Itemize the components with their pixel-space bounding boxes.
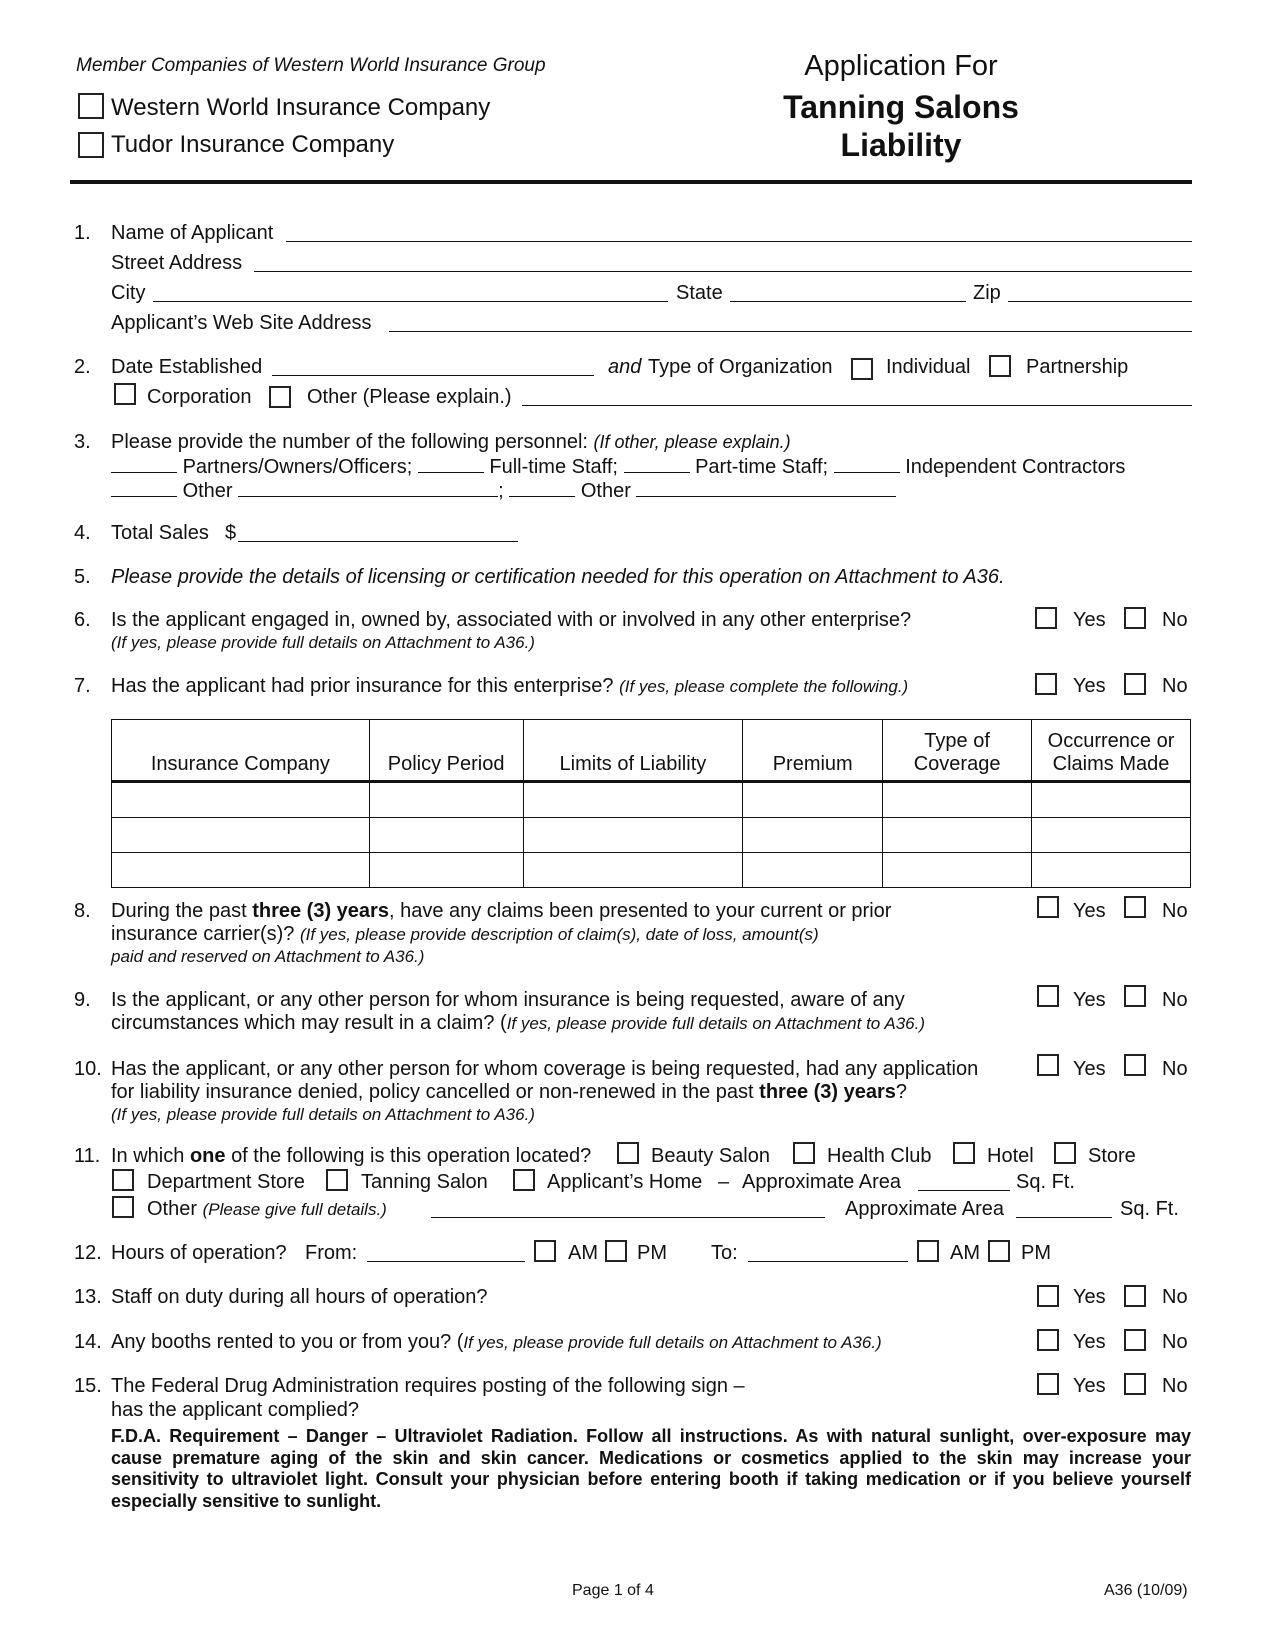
to-pm-label: PM: [1021, 1242, 1051, 1264]
q13-no-label: No: [1162, 1286, 1188, 1308]
other-location-checkbox[interactable]: [112, 1196, 134, 1218]
other1-count-field[interactable]: [111, 478, 177, 497]
prior-insurance-question: [111, 675, 908, 698]
other-approx-area-label: Approximate Area: [845, 1198, 1004, 1220]
table-cell[interactable]: [1032, 782, 1191, 818]
date-established-label: Date Established: [111, 356, 263, 378]
store-checkbox[interactable]: [1054, 1142, 1076, 1164]
circumstances-line-2: [111, 1012, 925, 1035]
table-cell[interactable]: [1032, 853, 1191, 888]
other-org-field[interactable]: [522, 405, 1192, 406]
other2-count-field[interactable]: [509, 478, 575, 497]
q13-number: 13.: [74, 1286, 102, 1308]
hotel-label: Hotel: [987, 1145, 1034, 1167]
table-cell[interactable]: [112, 853, 370, 888]
from-pm-label: PM: [637, 1242, 667, 1264]
denied-line-1: Has the applicant, or any other person for whom coverage is being requested, had any application: [111, 1058, 979, 1080]
q15-no-checkbox[interactable]: [1124, 1373, 1146, 1395]
prior-table-header-text: Limits of Liability: [559, 753, 707, 775]
web-site-label: Applicant’s Web Site Address: [111, 312, 372, 334]
semicolon: ;: [498, 480, 504, 502]
q8-number: 8.: [74, 900, 91, 922]
q9-yes-label: Yes: [1073, 989, 1106, 1011]
other2-explain-field[interactable]: [636, 478, 896, 497]
individual-label: Individual: [886, 356, 971, 378]
personnel-note: (If other, please explain.): [593, 432, 791, 452]
q15-yes-label: Yes: [1073, 1375, 1106, 1397]
q1-number: 1.: [74, 222, 91, 244]
home-sqft-label: Sq. Ft.: [1016, 1171, 1075, 1193]
q7-yes-label: Yes: [1073, 675, 1106, 697]
location-text-bold: one: [189, 1145, 226, 1167]
staff-on-duty-question: Staff on duty during all hours of operation?: [111, 1286, 488, 1308]
department-store-label: Department Store: [147, 1171, 305, 1193]
prior-table-header-4: [883, 720, 1032, 782]
web-site-field[interactable]: [389, 331, 1192, 332]
licensing-text: Please provide the details of licensing or certification needed for this operation on Attachment to A36.: [111, 566, 1005, 588]
individual-checkbox[interactable]: [851, 358, 873, 380]
partnership-label: Partnership: [1026, 356, 1129, 378]
circumstances-note: If yes, please provide full details on Attachment to A36.): [506, 1014, 925, 1033]
form-number: A36 (10/09): [1104, 1582, 1188, 1599]
prior-table-header-0: [112, 720, 370, 782]
applicant-name-label: Name of Applicant: [111, 222, 274, 244]
fda-question-line-2: has the applicant complied?: [111, 1399, 359, 1421]
prior-table-header-row: [112, 720, 1191, 782]
q7-no-label: No: [1162, 675, 1188, 697]
q14-yes-label: Yes: [1073, 1331, 1106, 1353]
location-text-a: In which: [111, 1145, 185, 1167]
state-field[interactable]: [730, 301, 966, 302]
other-approx-area-field[interactable]: [1016, 1217, 1112, 1218]
prior-table-header-2: [523, 720, 743, 782]
personnel-line-1: [111, 454, 1125, 479]
q13-yes-checkbox[interactable]: [1037, 1285, 1059, 1307]
q10-yes-checkbox[interactable]: [1037, 1054, 1059, 1076]
denied-text-bold: three (3) years: [759, 1081, 896, 1103]
health-club-checkbox[interactable]: [793, 1142, 815, 1164]
currency-symbol: $: [225, 522, 237, 544]
prior-table-header-text: Policy Period: [387, 753, 505, 775]
other-enterprise-note: (If yes, please provide full details on Attachment to A36.): [111, 633, 535, 652]
table-cell[interactable]: [883, 853, 1032, 888]
claims-text-c: , have any claims been presented to your current or prior: [388, 900, 892, 922]
member-companies-line: Member Companies of Western World Insurance Group: [76, 55, 546, 76]
claims-text-bold: three (3) years: [252, 900, 389, 922]
fda-question-line-1: The Federal Drug Administration requires posting of the following sign –: [111, 1375, 745, 1397]
applicant-name-field[interactable]: [286, 241, 1192, 242]
prior-table-header-text: Claims Made: [1052, 753, 1170, 775]
personnel-line-2: [111, 478, 896, 503]
denied-text-a: for liability insurance denied, policy cancelled or non-renewed in the past: [111, 1081, 754, 1103]
prior-table-header-1: [369, 720, 523, 782]
to-am-checkbox[interactable]: [917, 1240, 939, 1262]
q14-number: 14.: [74, 1331, 102, 1353]
denied-note: (If yes, please provide full details on Attachment to A36.): [111, 1105, 535, 1124]
home-approx-area-field[interactable]: [918, 1190, 1010, 1191]
contractors-count-field[interactable]: [834, 454, 900, 473]
partners-label: Partners/Owners/Officers;: [182, 456, 413, 478]
zip-label: Zip: [973, 282, 1001, 304]
title-line-3: Liability: [840, 127, 962, 163]
personnel-question: [111, 431, 791, 454]
other-org-checkbox[interactable]: [269, 386, 291, 408]
booths-note: If yes, please provide full details on Attachment to A36.): [463, 1333, 882, 1352]
city-field[interactable]: [153, 301, 668, 302]
prior-table-header-5: [1032, 720, 1191, 782]
table-cell[interactable]: [883, 818, 1032, 853]
from-time-field[interactable]: [367, 1261, 525, 1262]
personnel-text: Please provide the number of the following personnel:: [111, 431, 588, 453]
table-cell[interactable]: [743, 782, 883, 818]
hotel-checkbox[interactable]: [953, 1142, 975, 1164]
claims-text-a: During the past: [111, 900, 247, 922]
q13-no-checkbox[interactable]: [1124, 1285, 1146, 1307]
q15-yes-checkbox[interactable]: [1037, 1373, 1059, 1395]
home-approx-area-label: Approximate Area: [742, 1171, 901, 1193]
q9-no-label: No: [1162, 989, 1188, 1011]
fda-warning-text: F.D.A. Requirement – Danger – Ultraviolet Radiation. Follow all instructions. As with natural sunlight, over-exposure may cause premature aging of the skin and skin cancer. Medications or cosmetics applied to the skin may increase your sensitivity to ultraviolet light. Consult your physician before entering booth if taking medication or if you believe yourself especially sensitive to sunlight.: [111, 1426, 1191, 1511]
tudor-checkbox[interactable]: [78, 132, 104, 158]
date-established-field[interactable]: [272, 375, 594, 376]
prior-table-header-text: Premium: [772, 753, 853, 775]
store-label: Store: [1088, 1145, 1136, 1167]
q10-no-checkbox[interactable]: [1124, 1054, 1146, 1076]
other-location-label: [147, 1198, 387, 1221]
table-cell[interactable]: [369, 853, 523, 888]
q13-yes-label: Yes: [1073, 1286, 1106, 1308]
health-club-label: Health Club: [827, 1145, 932, 1167]
parttime-count-field[interactable]: [624, 454, 690, 473]
other-location-text: Other: [147, 1198, 198, 1220]
title-line-1: Application For: [804, 50, 998, 82]
corporation-label: Corporation: [147, 386, 252, 408]
from-label: From:: [305, 1242, 358, 1264]
q6-yes-checkbox[interactable]: [1035, 607, 1057, 629]
street-address-label: Street Address: [111, 252, 243, 274]
q7-yes-checkbox[interactable]: [1035, 673, 1057, 695]
table-row: [112, 782, 1191, 818]
claims-text-line2: insurance carrier(s)?: [111, 923, 295, 945]
q4-number: 4.: [74, 522, 91, 544]
q10-no-label: No: [1162, 1058, 1188, 1080]
beauty-salon-checkbox[interactable]: [617, 1142, 639, 1164]
q6-yes-label: Yes: [1073, 609, 1106, 631]
applicants-home-label: Applicant’s Home: [547, 1171, 703, 1193]
street-address-field[interactable]: [254, 271, 1192, 272]
q8-no-checkbox[interactable]: [1124, 896, 1146, 918]
q8-no-label: No: [1162, 900, 1188, 922]
q3-number: 3.: [74, 431, 91, 453]
circumstances-text-2: circumstances which may result in a claim? (: [111, 1012, 507, 1034]
claims-note-1: (If yes, please provide description of claim(s), date of loss, amount(s): [299, 925, 819, 944]
table-cell[interactable]: [369, 782, 523, 818]
partnership-checkbox[interactable]: [989, 355, 1011, 377]
q8-yes-label: Yes: [1073, 900, 1106, 922]
to-pm-checkbox[interactable]: [988, 1240, 1010, 1262]
claims-question-line-1: [111, 900, 891, 923]
and-label: and: [608, 356, 642, 378]
q15-no-label: No: [1162, 1375, 1188, 1397]
q12-number: 12.: [74, 1242, 102, 1264]
from-pm-checkbox[interactable]: [605, 1240, 627, 1262]
title-line-2: Tanning Salons: [783, 89, 1019, 125]
fulltime-count-field[interactable]: [418, 454, 484, 473]
other1-explain-field[interactable]: [238, 478, 498, 497]
q8-yes-checkbox[interactable]: [1037, 896, 1059, 918]
fulltime-label: Full-time Staff;: [489, 456, 618, 478]
table-cell[interactable]: [743, 818, 883, 853]
q7-number: 7.: [74, 675, 91, 697]
tanning-salon-label: Tanning Salon: [361, 1171, 488, 1193]
other1-label: Other: [182, 480, 233, 502]
from-am-label: AM: [568, 1242, 598, 1264]
partners-count-field[interactable]: [111, 454, 177, 473]
city-label: City: [111, 282, 146, 304]
claims-note-2: paid and reserved on Attachment to A36.): [111, 947, 425, 966]
q10-yes-label: Yes: [1073, 1058, 1106, 1080]
q14-yes-checkbox[interactable]: [1037, 1329, 1059, 1351]
from-am-checkbox[interactable]: [534, 1240, 556, 1262]
table-cell[interactable]: [369, 818, 523, 853]
home-dash: –: [718, 1171, 730, 1193]
table-cell[interactable]: [523, 782, 743, 818]
total-sales-field[interactable]: [238, 541, 518, 542]
location-text-c: of the following is this operation located?: [231, 1145, 592, 1167]
other2-label: Other: [580, 480, 631, 502]
table-cell[interactable]: [523, 818, 743, 853]
denied-line-2: [111, 1081, 907, 1104]
to-am-label: AM: [950, 1242, 980, 1264]
q6-no-label: No: [1162, 609, 1188, 631]
table-row: [112, 853, 1191, 888]
q6-no-checkbox[interactable]: [1124, 607, 1146, 629]
circumstances-line-1: Is the applicant, or any other person for whom insurance is being requested, aware of any: [111, 989, 905, 1011]
q7-no-checkbox[interactable]: [1124, 673, 1146, 695]
department-store-checkbox[interactable]: [112, 1169, 134, 1191]
table-cell[interactable]: [883, 782, 1032, 818]
total-sales-label: Total Sales: [111, 522, 209, 544]
table-cell[interactable]: [112, 782, 370, 818]
other-enterprise-question: Is the applicant engaged in, owned by, associated with or involved in any other enterprise?: [111, 609, 912, 631]
prior-insurance-table: [111, 719, 1191, 888]
table-cell[interactable]: [743, 853, 883, 888]
q2-number: 2.: [74, 356, 91, 378]
prior-table-header-text: Insurance Company: [150, 753, 330, 775]
q14-no-label: No: [1162, 1331, 1188, 1353]
zip-field[interactable]: [1008, 301, 1192, 302]
denied-text-c: ?: [895, 1081, 908, 1103]
booths-text: Any booths rented to you or from you? (: [111, 1331, 464, 1353]
prior-insurance-note: (If yes, please complete the following.): [619, 677, 909, 696]
table-cell[interactable]: [112, 818, 370, 853]
table-row: [112, 818, 1191, 853]
q5-number: 5.: [74, 566, 91, 588]
table-cell[interactable]: [1032, 818, 1191, 853]
to-label: To:: [711, 1242, 738, 1264]
tudor-label: Tudor Insurance Company: [111, 131, 395, 158]
booths-question: [111, 1331, 882, 1354]
corporation-checkbox[interactable]: [114, 383, 136, 405]
prior-table-header-3: [743, 720, 883, 782]
beauty-salon-label: Beauty Salon: [651, 1145, 770, 1167]
other-location-note: (Please give full details.): [202, 1200, 387, 1219]
western-world-label: Western World Insurance Company: [111, 94, 491, 121]
hours-label: Hours of operation?: [111, 1242, 287, 1264]
contractors-label: Independent Contractors: [905, 456, 1126, 478]
to-time-field[interactable]: [748, 1261, 908, 1262]
q11-number: 11.: [74, 1145, 101, 1167]
prior-insurance-text: Has the applicant had prior insurance for this enterprise?: [111, 675, 614, 697]
prior-table-body: [112, 782, 1191, 888]
other-location-field[interactable]: [431, 1217, 825, 1218]
header-rule: [70, 180, 1192, 184]
organization-type-label: Type of Organization: [648, 356, 833, 378]
q14-no-checkbox[interactable]: [1124, 1329, 1146, 1351]
tanning-salon-checkbox[interactable]: [326, 1169, 348, 1191]
q9-no-checkbox[interactable]: [1124, 985, 1146, 1007]
prior-table-header-text: Coverage: [913, 753, 1001, 775]
q15-number: 15.: [74, 1375, 102, 1397]
q6-number: 6.: [74, 609, 91, 631]
other-sqft-label: Sq. Ft.: [1120, 1198, 1179, 1220]
q9-yes-checkbox[interactable]: [1037, 985, 1059, 1007]
prior-table-header-text: Occurrence or: [1047, 730, 1175, 752]
location-question: [111, 1145, 591, 1168]
claims-question-line-2: [111, 923, 819, 946]
applicants-home-checkbox[interactable]: [513, 1169, 535, 1191]
other-org-label: Other (Please explain.): [307, 386, 512, 408]
parttime-label: Part-time Staff;: [695, 456, 829, 478]
western-world-checkbox[interactable]: [78, 93, 104, 119]
q9-number: 9.: [74, 989, 91, 1011]
prior-table-header-text: Type of: [924, 730, 990, 752]
table-cell[interactable]: [523, 853, 743, 888]
state-label: State: [676, 282, 723, 304]
page-number: Page 1 of 4: [572, 1582, 654, 1599]
q10-number: 10.: [74, 1058, 102, 1080]
